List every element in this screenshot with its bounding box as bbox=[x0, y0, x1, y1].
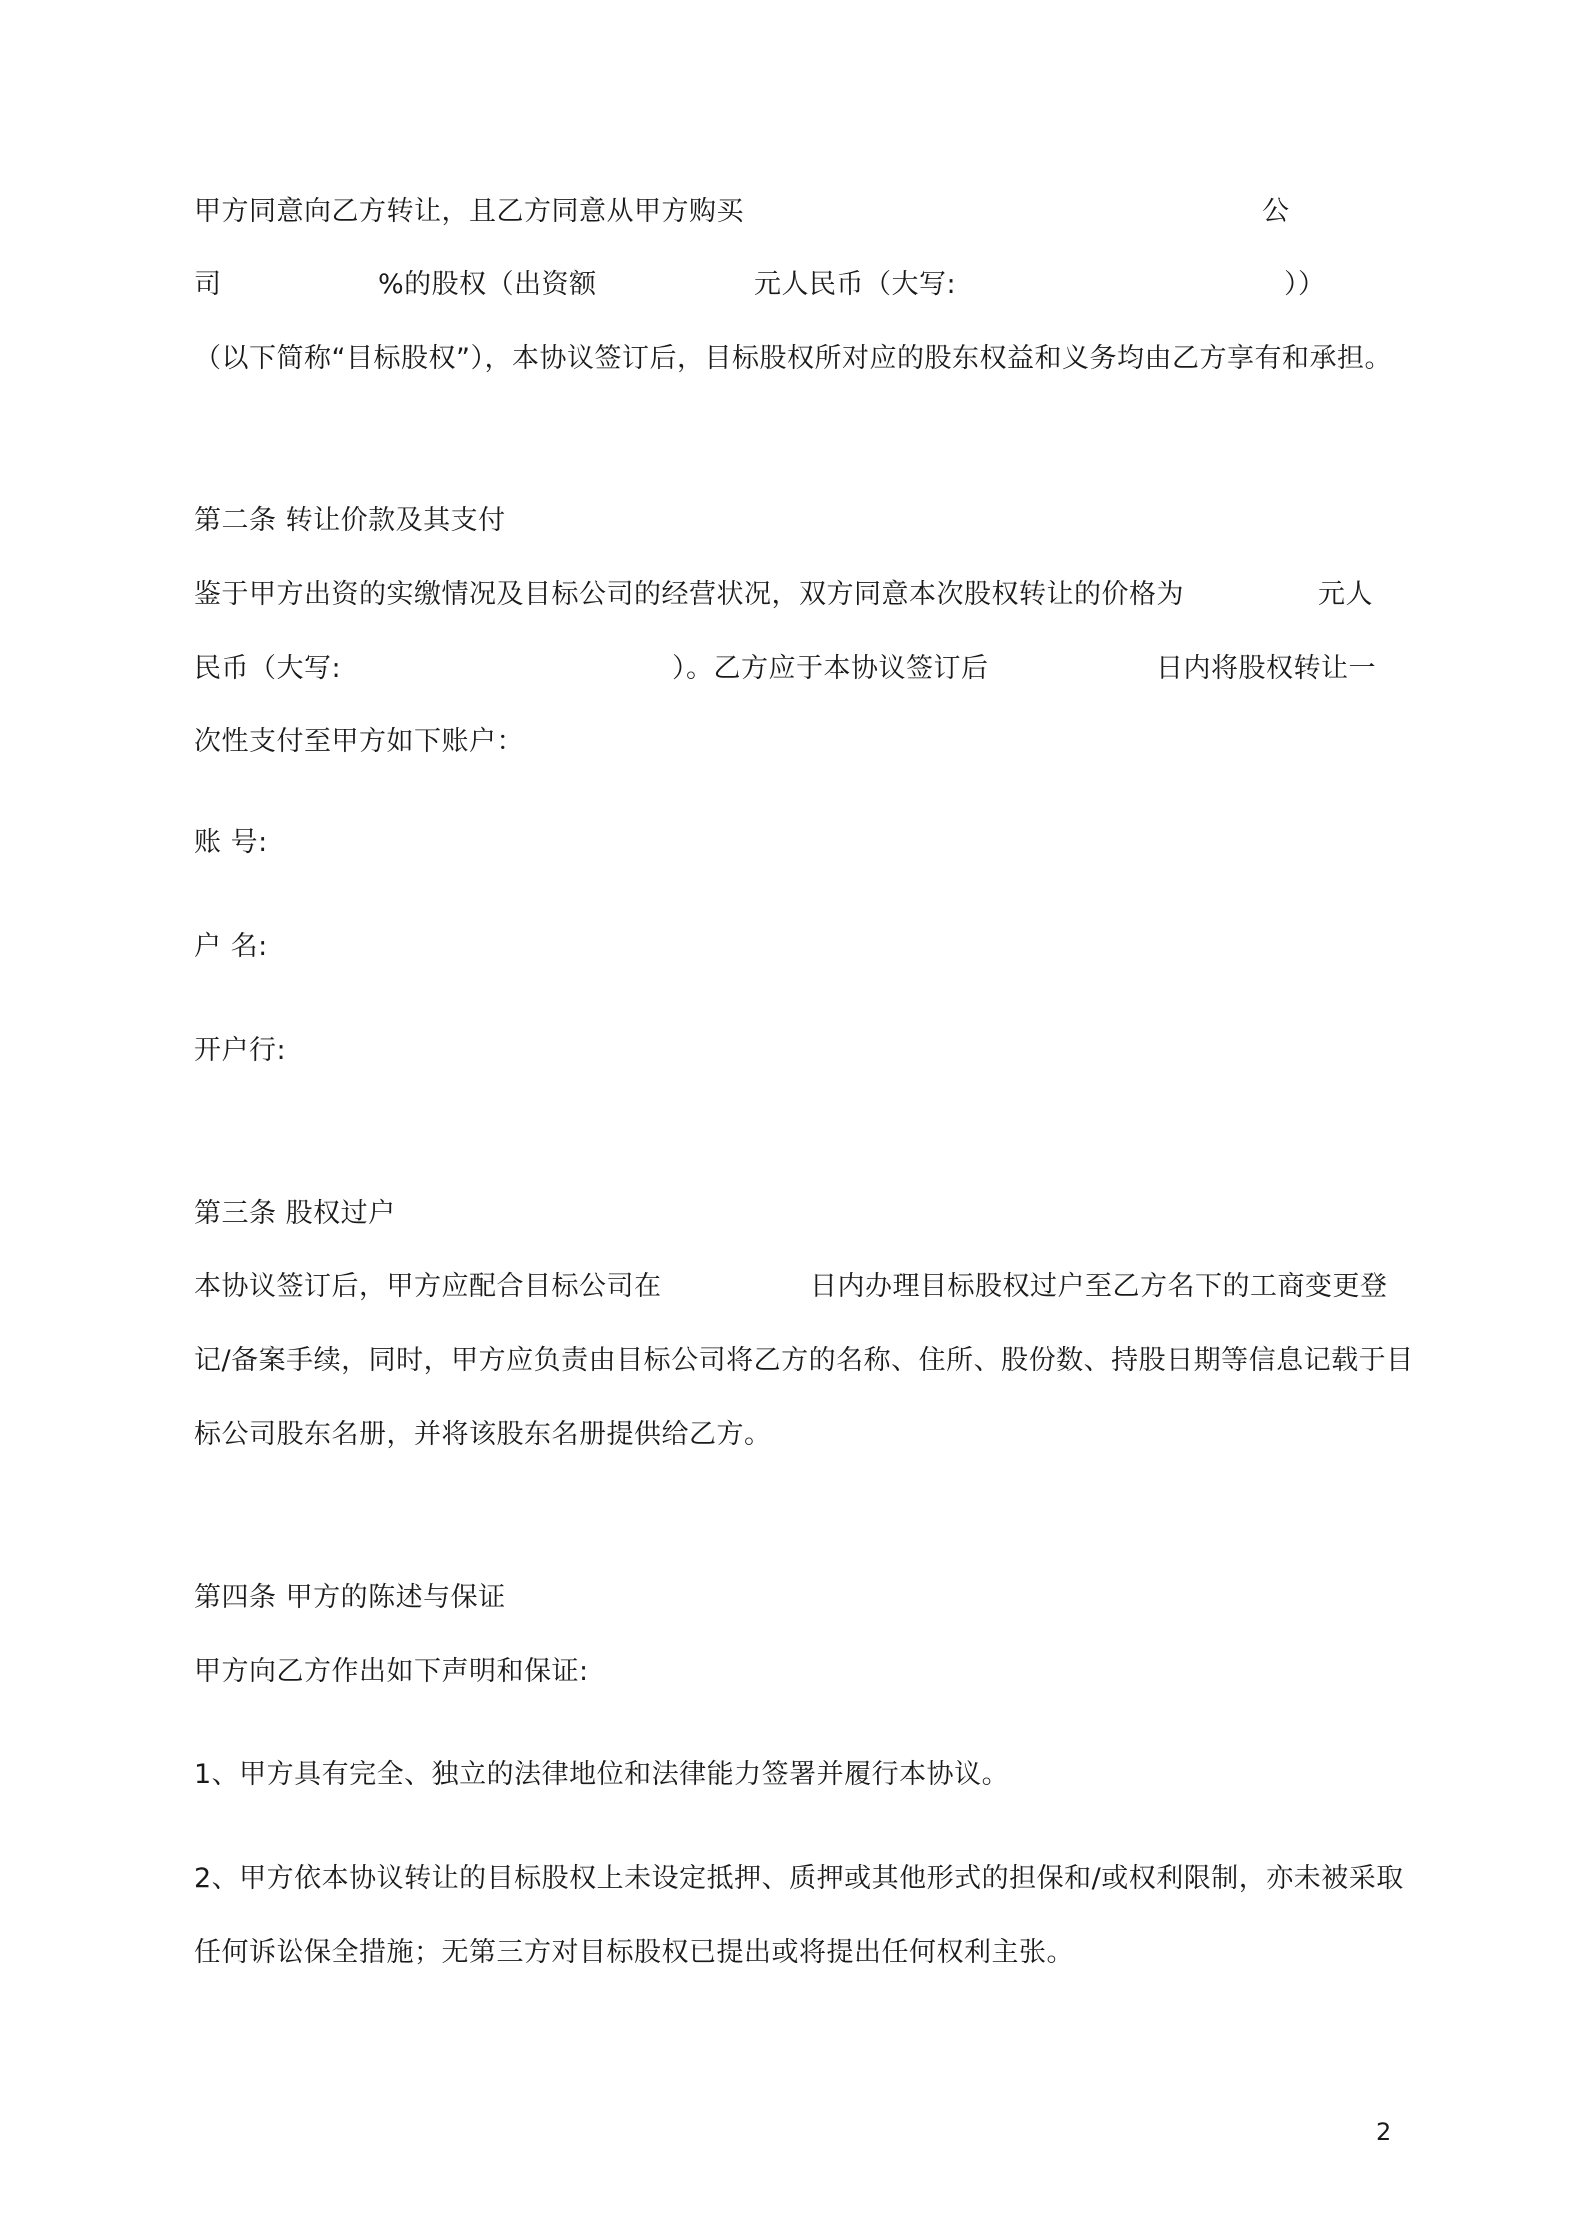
article3-line1-text: 本协议签订后，甲方应配合目标公司在 bbox=[194, 1271, 662, 1302]
article3-line2-text: 记/备案手续，同时，甲方应负责由目标公司将乙方的名称、住所、股份数、持股日期等信息记载于目 bbox=[194, 1345, 1414, 1376]
article4-item2-line1: 2、甲方依本协议转让的目标股权上未设定抵押、质押或其他形式的担保和/或权利限制，亦未被采取 bbox=[194, 1863, 1404, 1894]
page-number: 2 bbox=[1376, 2118, 1392, 2146]
article2-line1-end: 元人 bbox=[1318, 579, 1373, 610]
article1-line2-percent: %的股权（出资额 bbox=[378, 269, 597, 300]
article3-heading: 第三条 股权过户 bbox=[194, 1198, 396, 1229]
article1-line2-start: 司 bbox=[194, 269, 222, 300]
article2-line1-text: 鉴于甲方出资的实缴情况及目标公司的经营状况，双方同意本次股权转让的价格为 bbox=[194, 579, 1184, 610]
article2-line3-text: 次性支付至甲方如下账户： bbox=[194, 726, 524, 757]
article1-line1-end: 公 bbox=[1262, 196, 1290, 227]
article4-item1: 1、甲方具有完全、独立的法律地位和法律能力签署并履行本协议。 bbox=[194, 1759, 1010, 1790]
account-number-label: 账 号: bbox=[194, 827, 268, 858]
article1-line2-rmb: 元人民币（大写: bbox=[754, 269, 957, 300]
article3-line3-text: 标公司股东名册，并将该股东名册提供给乙方。 bbox=[194, 1419, 772, 1450]
account-name-label: 户 名: bbox=[194, 931, 268, 962]
article4-intro: 甲方向乙方作出如下声明和保证: bbox=[194, 1656, 589, 1687]
bank-label: 开户行: bbox=[194, 1035, 287, 1066]
article2-line2-middle: ）。乙方应于本协议签订后 bbox=[672, 653, 989, 684]
article3-line1-end: 日内办理目标股权过户至乙方名下的工商变更登 bbox=[810, 1271, 1388, 1302]
article2-line2-end: 日内将股权转让一 bbox=[1156, 653, 1376, 684]
article4-heading: 第四条 甲方的陈述与保证 bbox=[194, 1582, 506, 1613]
article2-line2-start: 民币（大写: bbox=[194, 653, 342, 684]
article1-line1-text: 甲方同意向乙方转让，且乙方同意从甲方购买 bbox=[194, 196, 744, 227]
article2-heading: 第二条 转让价款及其支付 bbox=[194, 505, 506, 536]
article1-line3-text: （以下简称“目标股权”），本协议签订后，目标股权所对应的股东权益和义务均由乙方享有和承担。 bbox=[194, 343, 1392, 374]
article1-line2-close: ）） bbox=[1284, 269, 1326, 300]
article4-item2-line2: 任何诉讼保全措施；无第三方对目标股权已提出或将提出任何权利主张。 bbox=[194, 1937, 1074, 1968]
